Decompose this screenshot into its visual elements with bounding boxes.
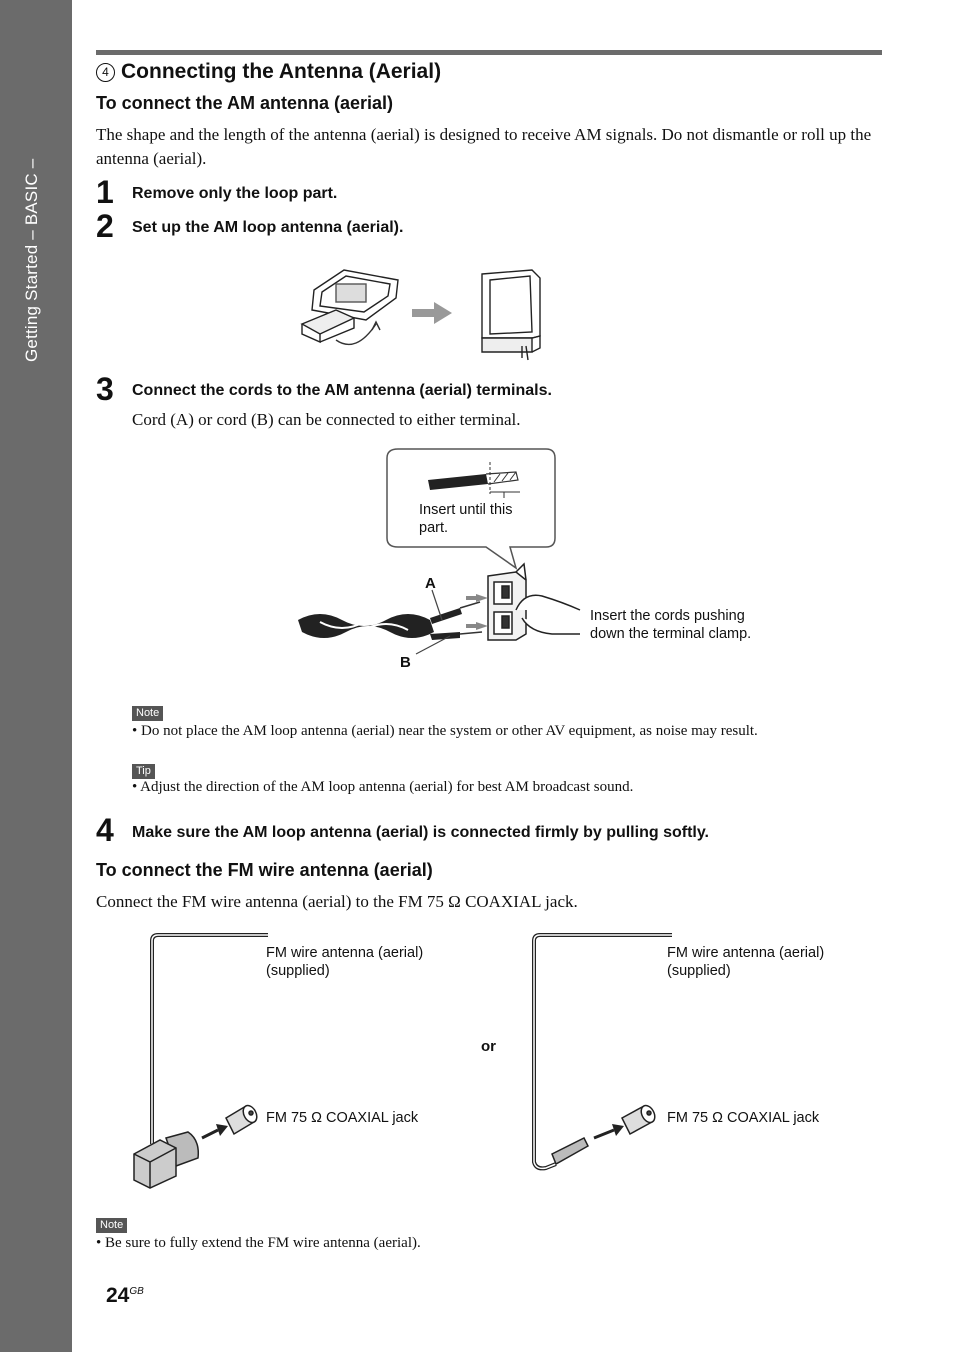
step-4-number: 4 bbox=[96, 812, 114, 848]
step-2-number: 2 bbox=[96, 208, 114, 244]
cord-label-b: B bbox=[400, 654, 411, 671]
callout-text: Insert until this part. bbox=[419, 502, 513, 536]
am-loop-standing-icon bbox=[482, 270, 540, 360]
fm-right-jack-label: FM 75 Ω COAXIAL jack bbox=[667, 1110, 820, 1126]
step-1-text: Remove only the loop part. bbox=[132, 185, 338, 202]
or-label: or bbox=[481, 1038, 496, 1055]
clamp-note: Insert the cords pushing down the terminal clamp. bbox=[590, 608, 752, 642]
fm-antenna-wire-illustration bbox=[526, 932, 676, 1176]
step-3-subtext: Cord (A) or cord (B) can be connected to either terminal. bbox=[132, 410, 521, 429]
fm-right-antenna-label: FM wire antenna (aerial) (supplied) bbox=[667, 945, 825, 979]
step-1-number: 1 bbox=[96, 174, 114, 210]
wire-arrow-icon bbox=[594, 1124, 624, 1138]
cord-label-a: A bbox=[425, 575, 436, 592]
step-2-text: Set up the AM loop antenna (aerial). bbox=[132, 219, 404, 236]
sidebar-tab bbox=[0, 0, 72, 1352]
fm-note-badge: Note bbox=[96, 1215, 127, 1233]
fm-intro: Connect the FM wire antenna (aerial) to the FM 75 Ω COAXIAL jack. bbox=[96, 892, 578, 911]
am-tip-badge: Tip bbox=[132, 761, 155, 779]
am-loop-illustration bbox=[296, 262, 556, 362]
coaxial-plug-icon bbox=[134, 1132, 198, 1188]
step-3-text: Connect the cords to the AM antenna (aerial) terminals. bbox=[132, 382, 552, 399]
section-title-text: Connecting the Antenna (Aerial) bbox=[121, 60, 442, 83]
wire-connector-icon bbox=[552, 1138, 588, 1164]
am-tip-text: • Adjust the direction of the AM loop antenna (aerial) for best AM broadcast sound. bbox=[132, 779, 634, 795]
am-terminal-illustration bbox=[290, 448, 580, 678]
page-number: $24^{GB}$ bbox=[106, 1284, 144, 1307]
top-rule bbox=[96, 50, 882, 55]
page-region: GB bbox=[129, 1286, 144, 1297]
step-3-number: 3 bbox=[96, 371, 114, 407]
am-heading: To connect the AM antenna (aerial) bbox=[96, 93, 394, 113]
am-note-badge: Note bbox=[132, 703, 163, 721]
am-note-text: • Do not place the AM loop antenna (aerial) near the system or other AV equipment, as noise may result. bbox=[132, 723, 758, 739]
fm-left-antenna-label: FM wire antenna (aerial) (supplied) bbox=[266, 945, 424, 979]
plug-arrow-icon bbox=[202, 1124, 228, 1138]
section-title bbox=[96, 60, 441, 84]
am-loop-arrow-icon bbox=[412, 302, 452, 324]
am-loop-flat-icon bbox=[302, 270, 398, 344]
fm-note-text: • Be sure to fully extend the FM wire antenna (aerial). bbox=[96, 1235, 421, 1251]
fm-antenna-plug-illustration bbox=[130, 932, 270, 1194]
am-intro: The shape and the length of the antenna (aerial) is designed to receive AM signals. Do not dismantle or roll up the antenna (aerial). bbox=[96, 125, 872, 168]
fm-heading: To connect the FM wire antenna (aerial) bbox=[96, 860, 433, 880]
twisted-cords-icon bbox=[298, 602, 482, 640]
section-tab-label: Getting Started – BASIC – bbox=[22, 158, 41, 362]
coaxial-jack-icon bbox=[226, 1103, 260, 1134]
step-4-text: Make sure the AM loop antenna (aerial) is connected firmly by pulling softly. bbox=[132, 824, 709, 841]
fm-jack-icon bbox=[622, 1103, 658, 1134]
section-number: 4 bbox=[96, 63, 115, 82]
fm-left-jack-label: FM 75 Ω COAXIAL jack bbox=[266, 1110, 419, 1126]
